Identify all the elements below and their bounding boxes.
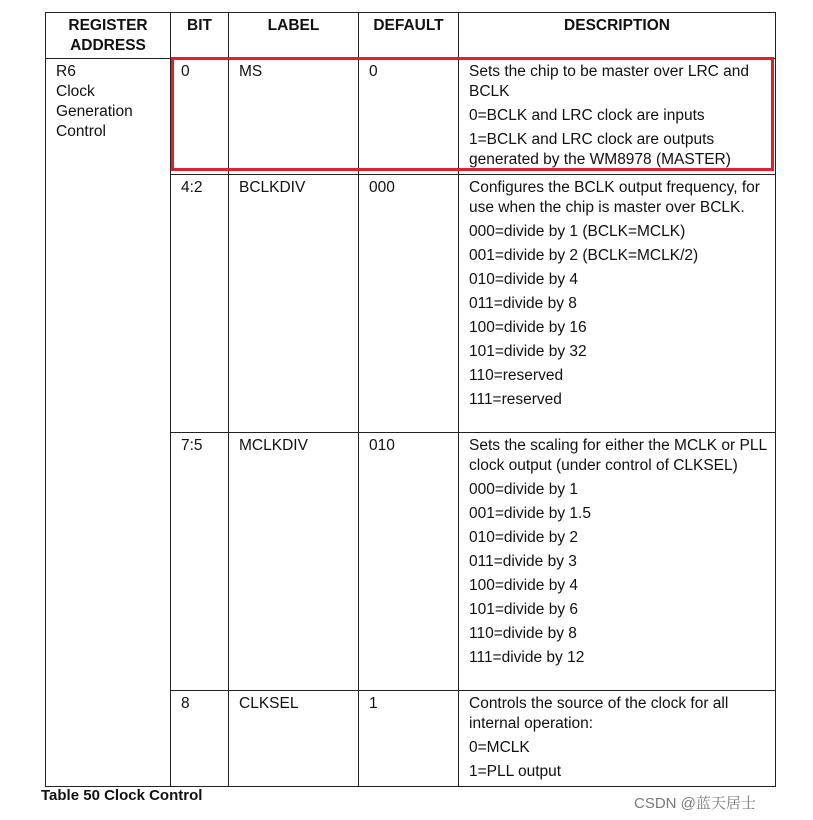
- label-cell: MCLKDIV: [229, 433, 359, 691]
- description-line: Configures the BCLK output frequency, for use when the chip is master over BCLK.: [469, 179, 760, 216]
- register-table: [45, 12, 776, 787]
- header-bit: BIT: [171, 13, 229, 59]
- description-line: 1=BCLK and LRC clock are outputs generated by the WM8978 (MASTER): [469, 131, 731, 168]
- description-line: 111=divide by 12: [469, 649, 585, 666]
- description-line: 010=divide by 2: [469, 529, 579, 546]
- description-cell: [459, 433, 776, 691]
- header-register-address: REGISTER ADDRESS: [46, 13, 171, 59]
- default-cell: 000: [359, 175, 459, 433]
- bit-cell: 0: [171, 59, 229, 175]
- description-line: 110=reserved: [469, 367, 564, 384]
- watermark: CSDN @蓝天居士: [634, 795, 756, 812]
- description-cell: [459, 175, 776, 433]
- description-line: 011=divide by 3: [469, 553, 577, 570]
- description-line: 010=divide by 4: [469, 271, 579, 288]
- description-line: 011=divide by 8: [469, 295, 577, 312]
- bit-cell: 8: [171, 691, 229, 787]
- description-line: 000=divide by 1: [469, 481, 579, 498]
- description-line: 001=divide by 1.5: [469, 505, 591, 522]
- description-line: 101=divide by 6: [469, 601, 579, 618]
- header-row: [46, 13, 776, 59]
- description-line: 0=BCLK and LRC clock are inputs: [469, 107, 705, 124]
- description-cell: [459, 691, 776, 787]
- header-label: LABEL: [229, 13, 359, 59]
- description-line: 110=divide by 8: [469, 625, 577, 642]
- description-line: Sets the scaling for either the MCLK or PLL clock output (under control of CLKSEL): [469, 437, 767, 474]
- description-line: 0=MCLK: [469, 739, 530, 756]
- register-id: R6: [56, 63, 76, 80]
- header-default: DEFAULT: [359, 13, 459, 59]
- description-cell: [459, 59, 776, 175]
- description-line: 111=reserved: [469, 391, 562, 408]
- label-cell: BCLKDIV: [229, 175, 359, 433]
- register-name-line: Control: [56, 123, 106, 140]
- default-cell: 0: [359, 59, 459, 175]
- register-name-line: Generation: [56, 103, 133, 120]
- description-line: 000=divide by 1 (BCLK=MCLK): [469, 223, 686, 240]
- bit-cell: 4:2: [171, 175, 229, 433]
- description-line: 001=divide by 2 (BCLK=MCLK/2): [469, 247, 699, 264]
- register-name-line: Clock: [56, 83, 95, 100]
- description-line: 100=divide by 16: [469, 319, 587, 336]
- table-caption: Table 50 Clock Control: [41, 787, 203, 804]
- label-cell: MS: [229, 59, 359, 175]
- default-cell: 010: [359, 433, 459, 691]
- description-line: 100=divide by 4: [469, 577, 579, 594]
- description-line: 1=PLL output: [469, 763, 562, 780]
- header-description: DESCRIPTION: [459, 13, 776, 59]
- default-cell: 1: [359, 691, 459, 787]
- description-line: 101=divide by 32: [469, 343, 587, 360]
- description-line: Controls the source of the clock for all internal operation:: [469, 695, 729, 732]
- description-line: Sets the chip to be master over LRC and BCLK: [469, 63, 750, 100]
- label-cell: CLKSEL: [229, 691, 359, 787]
- bit-cell: 7:5: [171, 433, 229, 691]
- register-address-cell: [46, 59, 171, 787]
- table-row: [46, 59, 776, 175]
